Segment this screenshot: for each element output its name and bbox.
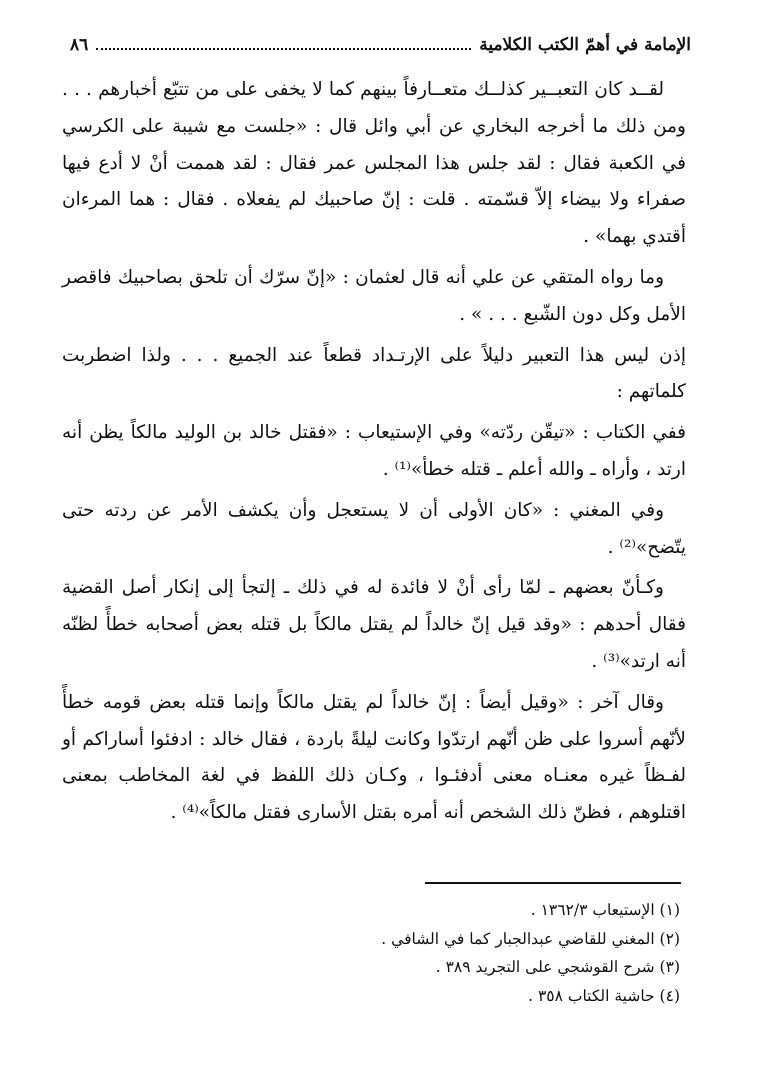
paragraph: وما رواه المتقي عن علي أنه قال لعثمان : «إنّ سرّك أن تلحق بصاحبيك فاقصر الأمل وكل دون الشّبع . . . » . — [62, 266, 686, 325]
page-number: ٨٦ — [70, 35, 89, 55]
paragraph: وقال آخر : «وقيل أيضاً : إنّ خالداً لم يقتل مالكاً وإنما قتله بعض قومه خطأً لأنّهم أسروا على ظن أنّهم ارتدّوا وكانت ليلةً باردة ، فقال خالد : ادفئوا أساراكم أو لفـظاً غيره معنـاه معنى أدفئـوا ، وكـان ذلك اللفظ في لغة المخاطب بمعنى اقتلوهم ، فظنّ ذلك الشخص أنه أمره بقتل الأسارى فقتل مالكاً»⁽⁴⁾ . — [62, 691, 686, 824]
footnotes — [150, 896, 680, 1010]
footnote: (١) الإستيعاب ١٣٦٢/٣ . — [530, 901, 680, 919]
running-title: الإمامة في أهمّ الكتب الكلامية — [479, 35, 691, 55]
footnote: (٣) شرح القوشجي على التجريد ٣٨٩ . — [435, 958, 680, 976]
footnote: (٤) حاشية الكتاب ٣٥٨ . — [528, 986, 680, 1005]
paragraph: لقــد كان التعبــير كذلــك متعــارفاً بينهم كما لا يخفى على من تتبّع أخبارهم . . . ومن ذلك ما أخرجه البخاري عن أبي وائل قال : «جلست مع شيبة على الكرسي في الكعبة فقال : لقد جلس هذا المجلس عمر فقال : لقد هممت أنْ لا أدع فيها صفراء ولا بيضاء إلاّ قسّمته . قلت : إنّ صاحبيك لم يفعلاه . فقال : هما المرءان أقتدي بهما» . — [62, 79, 686, 248]
main-text — [62, 72, 686, 836]
running-header — [60, 28, 691, 62]
footnote: (٢) المغني للقاضي عبدالجبار كما في الشافي . — [381, 929, 680, 948]
paragraph: ففي الكتاب : «تيقّن ردّته» وفي الإستيعاب : «فقتل خالد بن الوليد مالكاً يظن أنه ارتد ، وأراه ـ والله أعلم ـ قتله خطأ»⁽¹⁾ . — [62, 422, 686, 480]
paragraph: وكـأنّ بعضهم ـ لمّا رأى أنْ لا فائدة له في ذلك ـ إلتجأ إلى إنكار أصل القضية فقال أحدهم : «وقد قيل إنّ خالداً لم يقتل مالكاً بل قتله بعض أصحابه خطأً لظنّه أنه ارتد»⁽³⁾ . — [62, 577, 686, 672]
paragraph: وفي المغني : «كان الأولى أن لا يستعجل وأن يكشف الأمر عن ردته حتى يتّضح»⁽²⁾ . — [62, 499, 686, 558]
paragraph: إذن ليس هذا التعبير دليلاً على الإرتـداد قطعاً عند الجميع . . . ولذا اضطربت كلماتهم : — [62, 344, 686, 403]
footnote-separator — [425, 882, 681, 884]
header-leader-dots — [96, 48, 471, 50]
